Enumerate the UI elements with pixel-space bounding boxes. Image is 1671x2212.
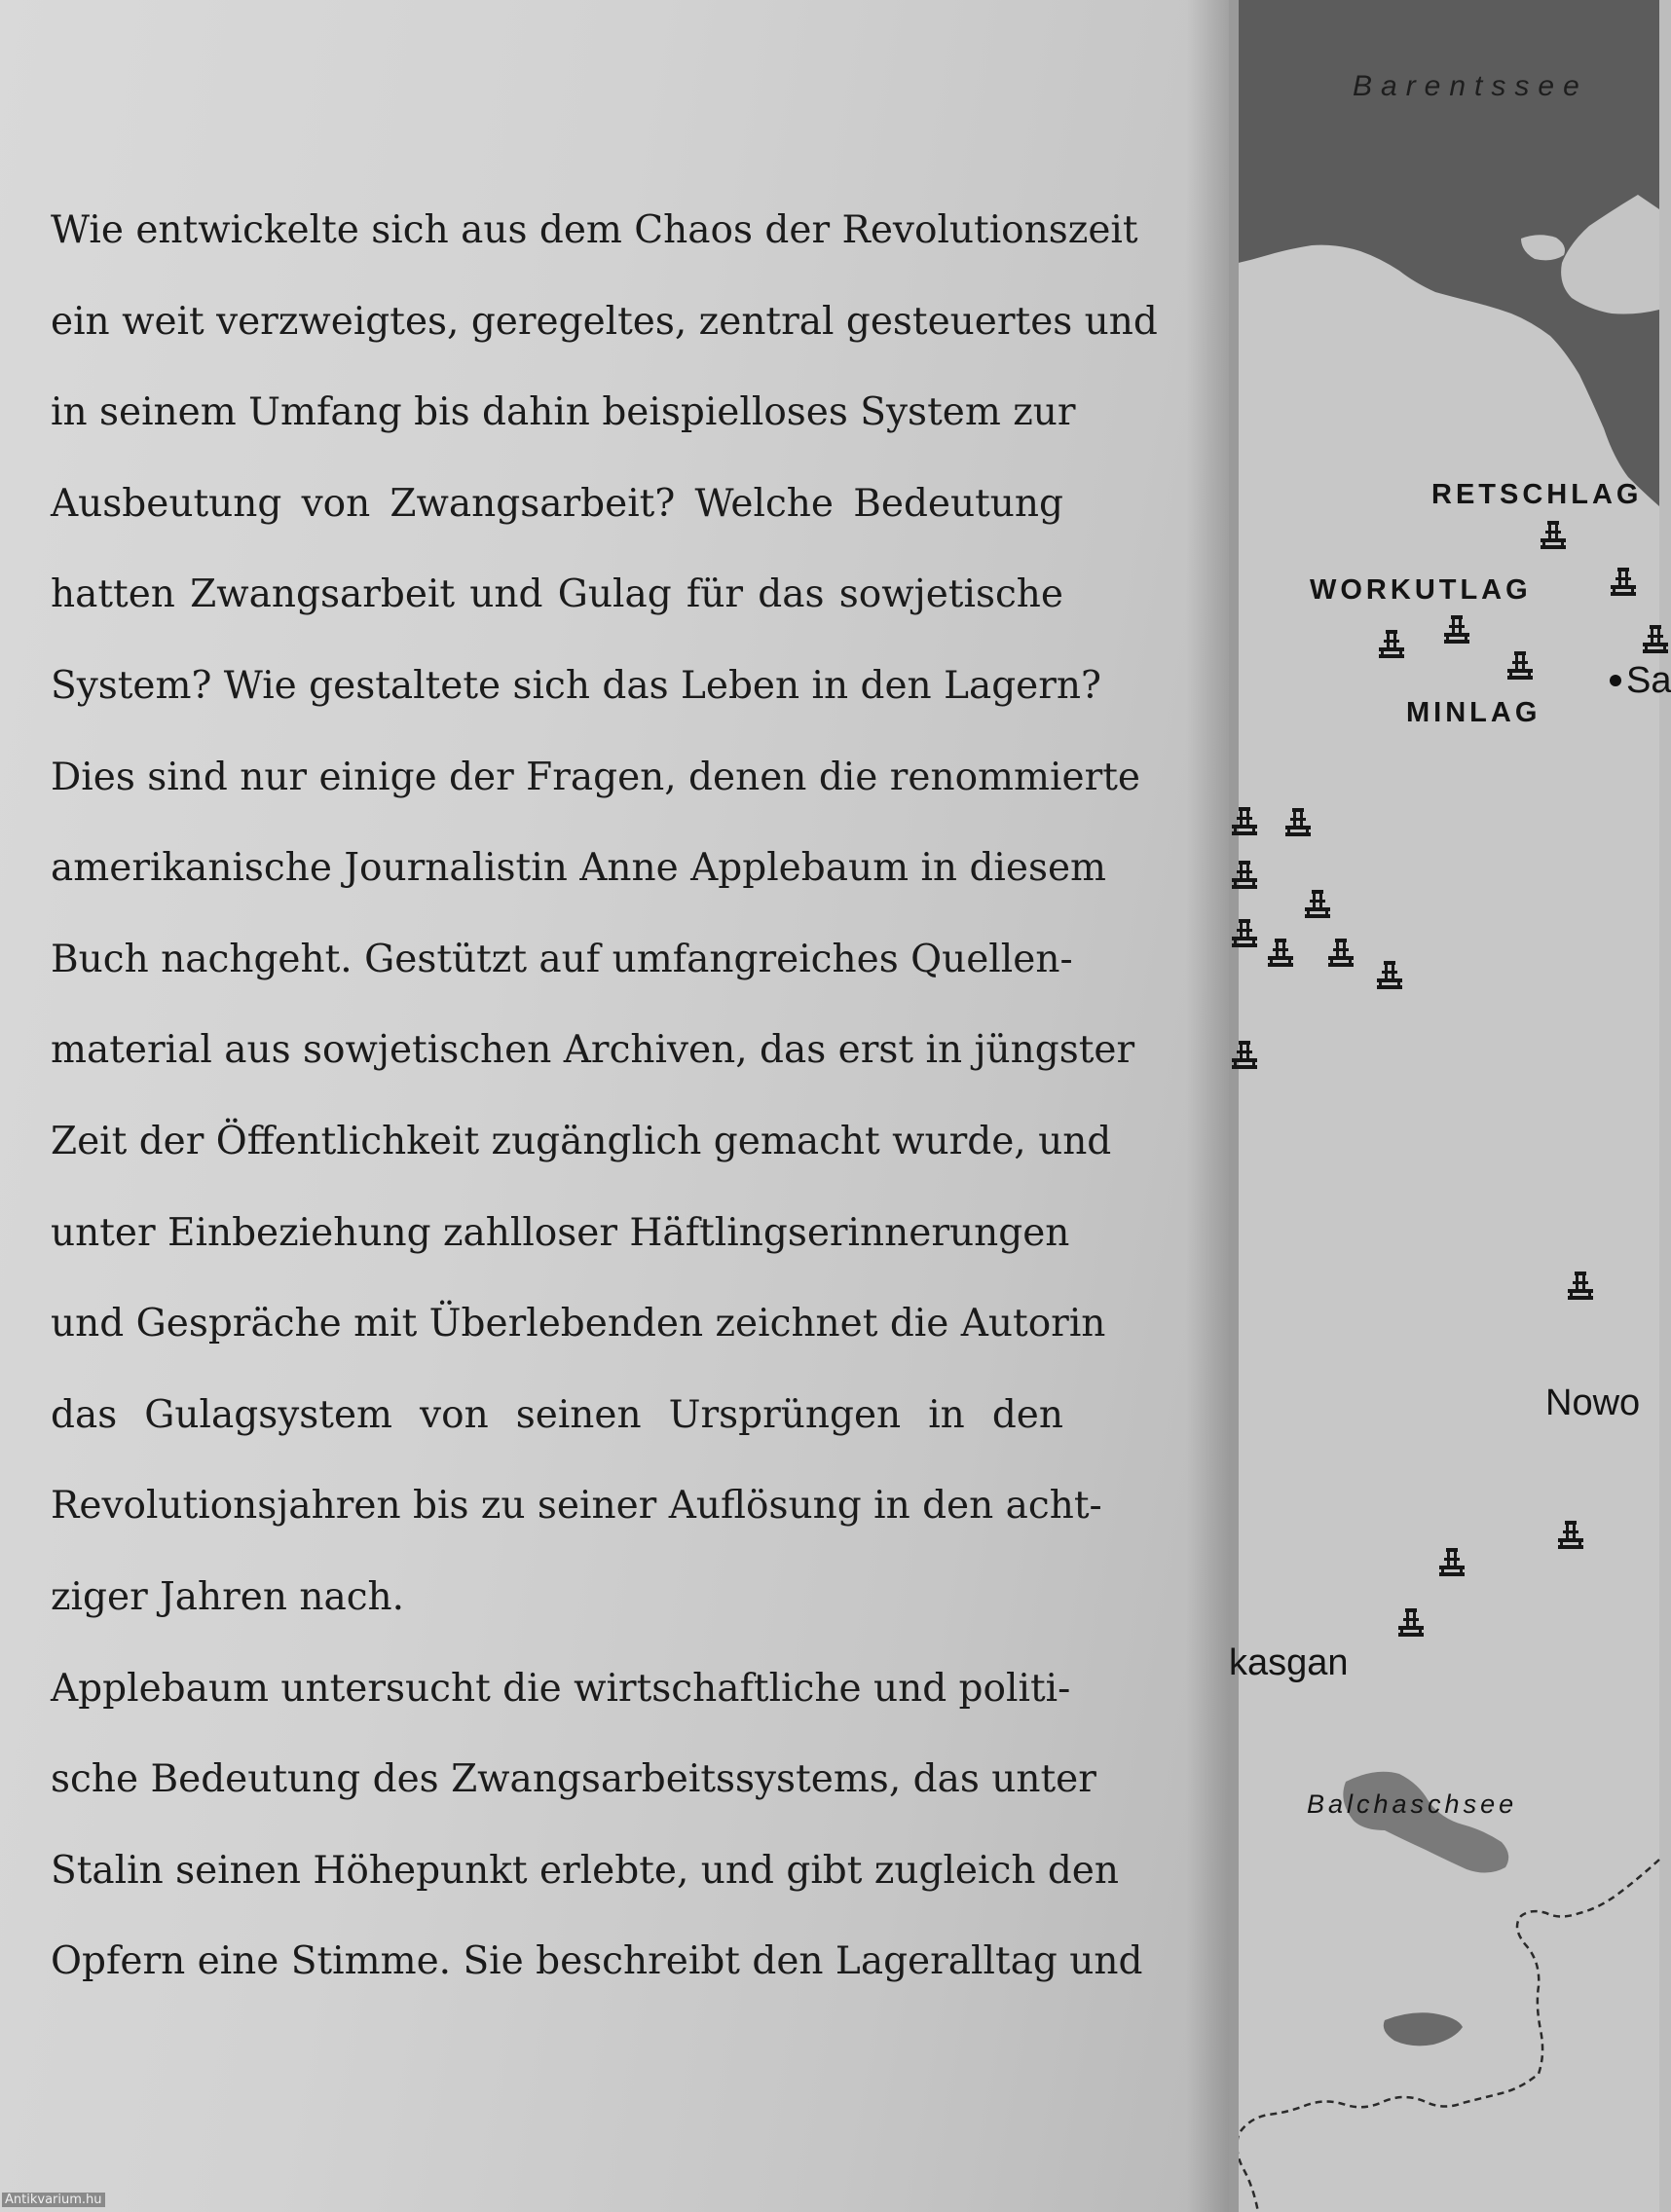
text-line: material aus sowjetischen Archiven, das erst in jüngster [51,1028,1135,1073]
labor-camp-icon [1374,959,1405,992]
text-line: ein weit verzweigtes, geregeltes, zentral gesteuertes und [51,299,1158,344]
text-line: Dies sind nur einige der Fragen, denen die renommierte [51,755,1140,799]
text-line: Opfern eine Stimme. Sie beschreibt den Lageralltag und [51,1939,1143,1984]
labor-camp-icon [1555,1519,1586,1552]
text-line: hatten Zwangsarbeit und Gulag für das sowjetische [51,572,1063,617]
text-line: amerikanische Journalistin Anne Applebaum in diesem [51,846,1107,891]
lake-label: Balchaschsee [1307,1789,1518,1819]
city-dot [1610,675,1621,686]
map-fold-shadow [1229,0,1239,2212]
watermark: Antikvarium.hu [2,2193,105,2207]
text-line: ziger Jahren nach. [51,1574,405,1619]
text-line: Wie entwickelte sich aus dem Chaos der Revolutionszeit [51,208,1138,252]
text-line: in seinem Umfang bis dahin beispielloses System zur [51,390,1076,435]
labor-camp-icon [1436,1546,1467,1579]
labor-camp-icon [1325,937,1356,970]
text-line: sche Bedeutung des Zwangsarbeitssystems, das unter [51,1757,1096,1802]
labor-camp-icon [1376,628,1407,661]
city-label-nowo: Nowo [1545,1382,1641,1423]
text-line: Zeit der Öffentlichkeit zugänglich gemacht wurde, und [51,1119,1112,1163]
text-line: Ausbeutung von Zwangsarbeit? Welche Bedeutung [51,481,1063,526]
labor-camp-icon [1265,937,1296,970]
labor-camp-icon [1282,806,1314,839]
labor-camp-icon [1441,613,1472,646]
page-gutter-shadow [1186,0,1229,2212]
map-graphic [1229,0,1659,2212]
labor-camp-icon [1538,519,1569,552]
labor-camp-icon [1504,649,1536,682]
labor-camp-icon [1229,805,1260,838]
text-line: Revolutionsjahren bis zu seiner Auflösung in den acht- [51,1484,1102,1529]
camp-label-workutlag: WORKUTLAG [1310,574,1532,606]
city-label: Sa [1626,660,1671,701]
labor-camp-icon [1229,859,1260,892]
labor-camp-icon [1395,1606,1427,1640]
labor-camp-icon [1302,888,1333,921]
body-text [51,185,1158,2008]
map-page [1229,0,1671,2212]
labor-camp-icon [1608,566,1639,599]
city-label-kasgan: kasgan [1229,1642,1349,1683]
labor-camp-icon [1229,1039,1260,1072]
text-line: Buch nachgeht. Gestützt auf umfangreiches Quellen- [51,937,1073,981]
camp-label-retschlag: RETSCHLAG [1431,479,1643,510]
camp-label-minlag: MINLAG [1406,697,1541,728]
labor-camp-icon [1229,917,1260,950]
text-line: das Gulagsystem von seinen Ursprüngen in den [51,1392,1063,1437]
lake-area [1343,1772,1508,1873]
text-line: unter Einbeziehung zahlloser Häftlingserinnerungen [51,1210,1070,1255]
lake-area [1384,2012,1463,2046]
text-line: Applebaum untersucht die wirtschaftliche und politi- [51,1666,1071,1711]
text-line: Stalin seinen Höhepunkt erlebte, und gibt zugleich den [51,1848,1120,1893]
labor-camp-icon [1565,1270,1596,1303]
sea-label: Barentssee [1353,70,1588,102]
text-line: System? Wie gestaltete sich das Leben in den Lagern? [51,663,1101,708]
text-line: und Gespräche mit Überlebenden zeichnet die Autorin [51,1302,1106,1346]
labor-camp-icon [1640,623,1671,656]
